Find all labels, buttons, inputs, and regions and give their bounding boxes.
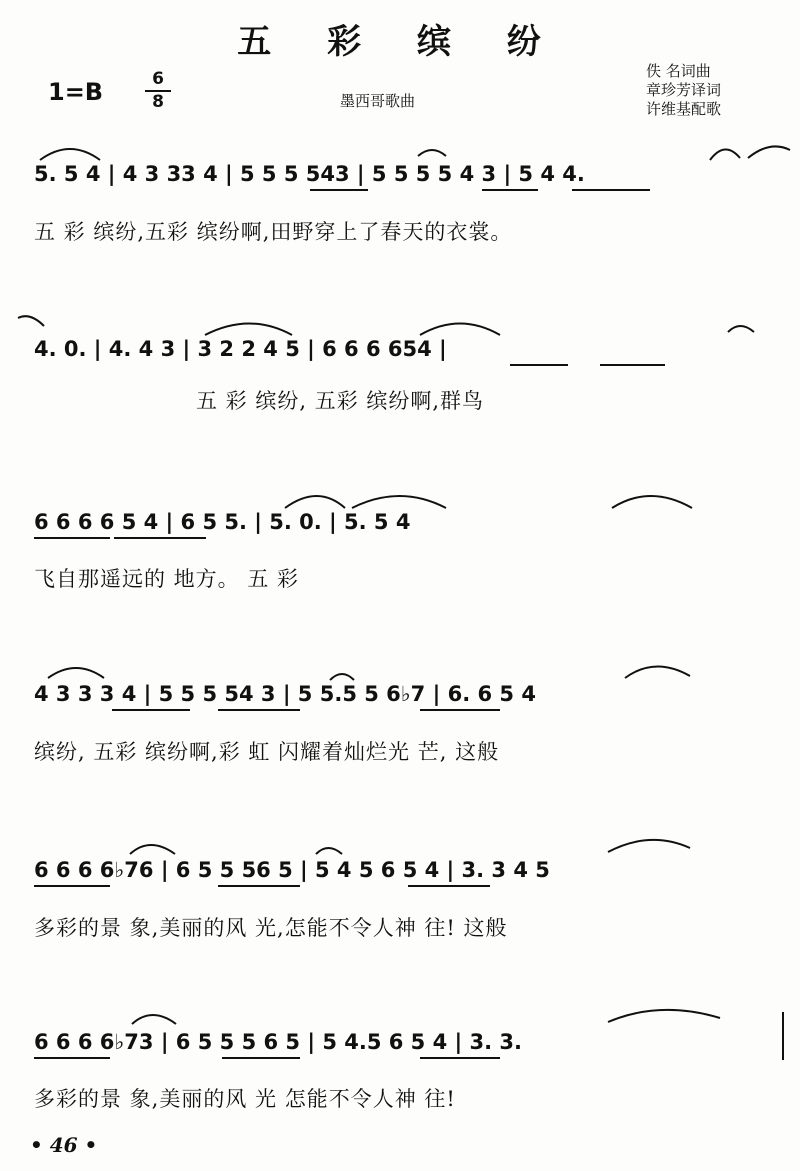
credit-line: 章珍芳译词 bbox=[646, 81, 722, 99]
slur bbox=[728, 326, 754, 332]
lyrics-line-2: 五 彩 缤纷, 五彩 缤纷啊,群鸟 bbox=[196, 389, 485, 413]
slur bbox=[285, 496, 345, 508]
lyrics-line-5: 多彩的景 象,美丽的风 光,怎能不令人神 往! 这般 bbox=[34, 916, 508, 940]
page-number: • 46 • bbox=[30, 1133, 98, 1157]
notation-line-5: 6 6 6 6♭76 | 6 5 5 56 5 | 5 4 5 6 5 4 | 3. 3 4 5 bbox=[34, 858, 550, 882]
slur bbox=[205, 324, 292, 336]
notation-line-6: 6 6 6 6♭73 | 6 5 5 5 6 5 | 5 4.5 6 5 4 | 3. 3. bbox=[34, 1030, 522, 1054]
song-origin: 墨西哥歌曲 bbox=[340, 92, 416, 110]
song-title: 五 彩 缤 纷 bbox=[237, 22, 563, 62]
lyrics-line-4: 缤纷, 五彩 缤纷啊,彩 虹 闪耀着灿烂光 芒, 这般 bbox=[34, 740, 500, 764]
lyrics-line-6: 多彩的景 象,美丽的风 光 怎能不令人神 往! bbox=[34, 1087, 456, 1111]
slur bbox=[608, 840, 690, 852]
notation-line-3: 6 6 6 6 5 4 | 6 5 5. | 5. 0. | 5. 5 4 bbox=[34, 510, 411, 534]
slur bbox=[352, 496, 446, 508]
slur bbox=[625, 666, 690, 678]
slur bbox=[48, 668, 104, 678]
notation-line-2: 4. 0. | 4. 4 3 | 3 2 2 4 5 | 6 6 6 654 | bbox=[34, 337, 447, 361]
credit-line: 佚 名词曲 bbox=[646, 62, 711, 80]
slur bbox=[130, 845, 175, 854]
slur bbox=[132, 1015, 176, 1024]
slur bbox=[612, 496, 692, 508]
slur bbox=[18, 316, 44, 326]
key-signature: 1=B bbox=[48, 78, 104, 106]
time-signature-top: 6 bbox=[152, 69, 164, 89]
slur bbox=[316, 848, 342, 854]
slur bbox=[420, 324, 500, 336]
lyrics-line-3: 飞自那遥远的 地方。 五 彩 bbox=[34, 567, 300, 591]
slur bbox=[40, 149, 100, 160]
time-signature-bottom: 8 bbox=[152, 92, 164, 112]
slur bbox=[330, 674, 354, 680]
credit-line: 许维基配歌 bbox=[646, 100, 722, 118]
notation-line-4: 4 3 3 3 4 | 5 5 5 54 3 | 5 5.5 5 6♭7 | 6. 6 5 4 bbox=[34, 682, 536, 706]
slur bbox=[608, 1010, 720, 1022]
notation-line-1: 5. 5 4 | 4 3 33 4 | 5 5 5 543 | 5 5 5 5 4 3 | 5 4 4. bbox=[34, 162, 585, 186]
slur bbox=[710, 146, 790, 160]
lyrics-line-1: 五 彩 缤纷,五彩 缤纷啊,田野穿上了春天的衣裳。 bbox=[34, 220, 513, 244]
slur bbox=[418, 150, 446, 156]
